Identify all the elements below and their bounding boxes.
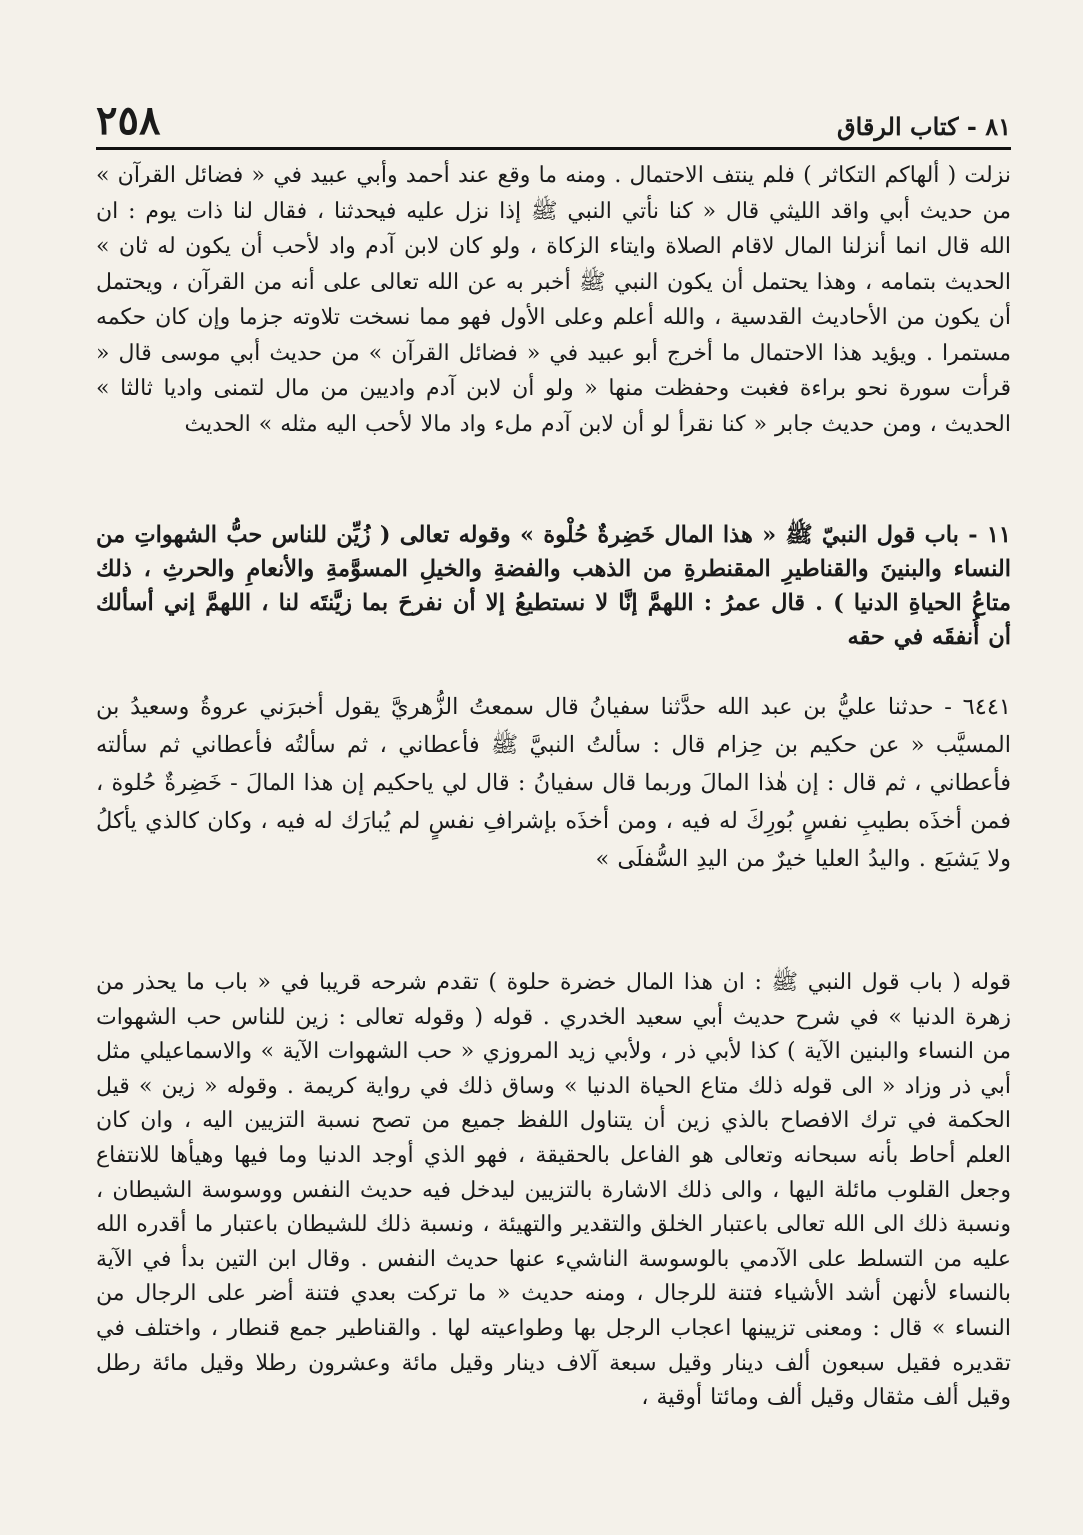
page-number: ٢٥٨ [96,97,161,144]
commentary-paragraph-1: نزلت ( ألهاكم التكاثر ) فلم ينتف الاحتمال . ومنه ما وقع عند أحمد وأبي عبيد في « فضائل القرآن » من حديث أبي واقد الليثي قال « كنا نأتي النبي ﷺ إذا نزل عليه فيحدثنا ، فقال لنا ذات يوم : ان الله قال انما أنزلنا المال لاقام الصلاة وايتاء الزكاة ، ولو كان لابن آدم واد لأحب أن يكون له ثان » الحديث بتمامه ، وهذا يحتمل أن يكون النبي ﷺ أخبر به عن الله تعالى على أنه من القرآن ، ويحتمل أن يكون من الأحاديث القدسية ، والله أعلم وعلى الأول فهو مما نسخت تلاوته جزما وإن كان حكمه مستمرا . ويؤيد هذا الاحتمال ما أخرج أبو عبيد في « فضائل القرآن » من حديث أبي موسى قال « قرأت سورة نحو براءة فغبت وحفظت منها « ولو أن لابن آدم واديين من مال لتمنى واديا ثالثا » الحديث ، ومن حديث جابر « كنا نقرأ لو أن لابن آدم ملء واد مالا لأحب اليه مثله » الحديث [96,163,1011,437]
chapter-heading-paragraph: ١١ - باب قول النبيّ ﷺ « هذا المال خَضِرةٌ حُلْوة » وقوله تعالى ( زُيِّن للناس حبُّ الشهواتِ من النساء والبنينَ والقناطيرِ المقنطرةِ من الذهب والفضةِ والخيلِ المسوَّمةِ والأنعامِ والحرثِ ، ذلك متاعُ الحياةِ الدنيا ) . قال عمرُ : اللهمَّ إنَّا لا نستطيعُ إلا أن نفرحَ بما زيَّنتَه لنا ، اللهمَّ إني أسألك أن أُنفقَه في حقه [96,522,1011,650]
commentary-paragraph-2: قوله ( باب قول النبي ﷺ : ان هذا المال خضرة حلوة ) تقدم شرحه قريبا في « باب ما يحذر من زهرة الدنيا » في شرح حديث أبي سعيد الخدري . قوله ( وقوله تعالى : زين للناس حب الشهوات من النساء والبنين الآية ) كذا لأبي ذر ، ولأبي زيد المروزي « حب الشهوات الآية » والاسماعيلي مثل أبي ذر وزاد « الى قوله ذلك متاع الحياة الدنيا » وساق ذلك في رواية كريمة . وقوله « زين » قيل الحكمة في ترك الافصاح بالذي زين أن يتناول اللفظ جميع من تصح نسبة التزيين اليه ، وان كان العلم أحاط بأنه سبحانه وتعالى هو الفاعل بالحقيقة ، فهو الذي أوجد الدنيا وما فيها وهيأها للانتفاع وجعل القلوب مائلة اليها ، والى ذلك الاشارة بالتزيين ليدخل فيه حديث النفس ووسوسة الشيطان ، ونسبة ذلك الى الله تعالى باعتبار الخلق والتقدير والتهيئة ، ونسبة ذلك للشيطان باعتبار ما أقدره الله عليه من التسلط على الآدمي بالوسوسة الناشيء عنها حديث النفس . وقال ابن التين بدأ في الآية بالنساء لأنهن أشد الأشياء فتنة للرجال ، ومنه حديث « ما تركت بعدي فتنة أضر على الرجال من النساء » قال : ومعنى تزيينها اعجاب الرجل بها وطواعيته لها . والقناطير جمع قنطار ، واختلف في تقديره فقيل سبعون ألف دينار وقيل سبعة آلاف دينار وقيل مائة وعشرون رطلا وقيل مائة رطل وقيل ألف مثقال وقيل ألف ومائتا أوقية ، [96,970,1011,1411]
book-title: ٨١ - كتاب الرقاق [836,112,1011,141]
hadith-text-paragraph: ٦٤٤١ - حدثنا عليُّ بن عبد الله حدَّثنا سفيانُ قال سمعتُ الزُّهريَّ يقول أخبرَني عروةُ وسعيدُ بن المسيَّب « عن حكيم بن حِزام قال : سألتُ النبيَّ ﷺ فأعطاني ، ثم سألتُه فأعطاني ثم سألته فأعطاني ، ثم قال : إن هٰذا المالَ وربما قال سفيانُ : قال لي ياحكيم إن هذا المالَ - خَضِرةٌ حُلوة ، فمن أخذَه بطيبِ نفسٍ بُورِكَ له فيه ، ومن أخذَه بإشرافِ نفسٍ لم يُبارَك له فيه ، وكان كالذي يأكلُ ولا يَشبَع . واليدُ العليا خيرٌ من اليدِ السُّفلَى » [96,694,1011,872]
page-header [96,84,1011,150]
